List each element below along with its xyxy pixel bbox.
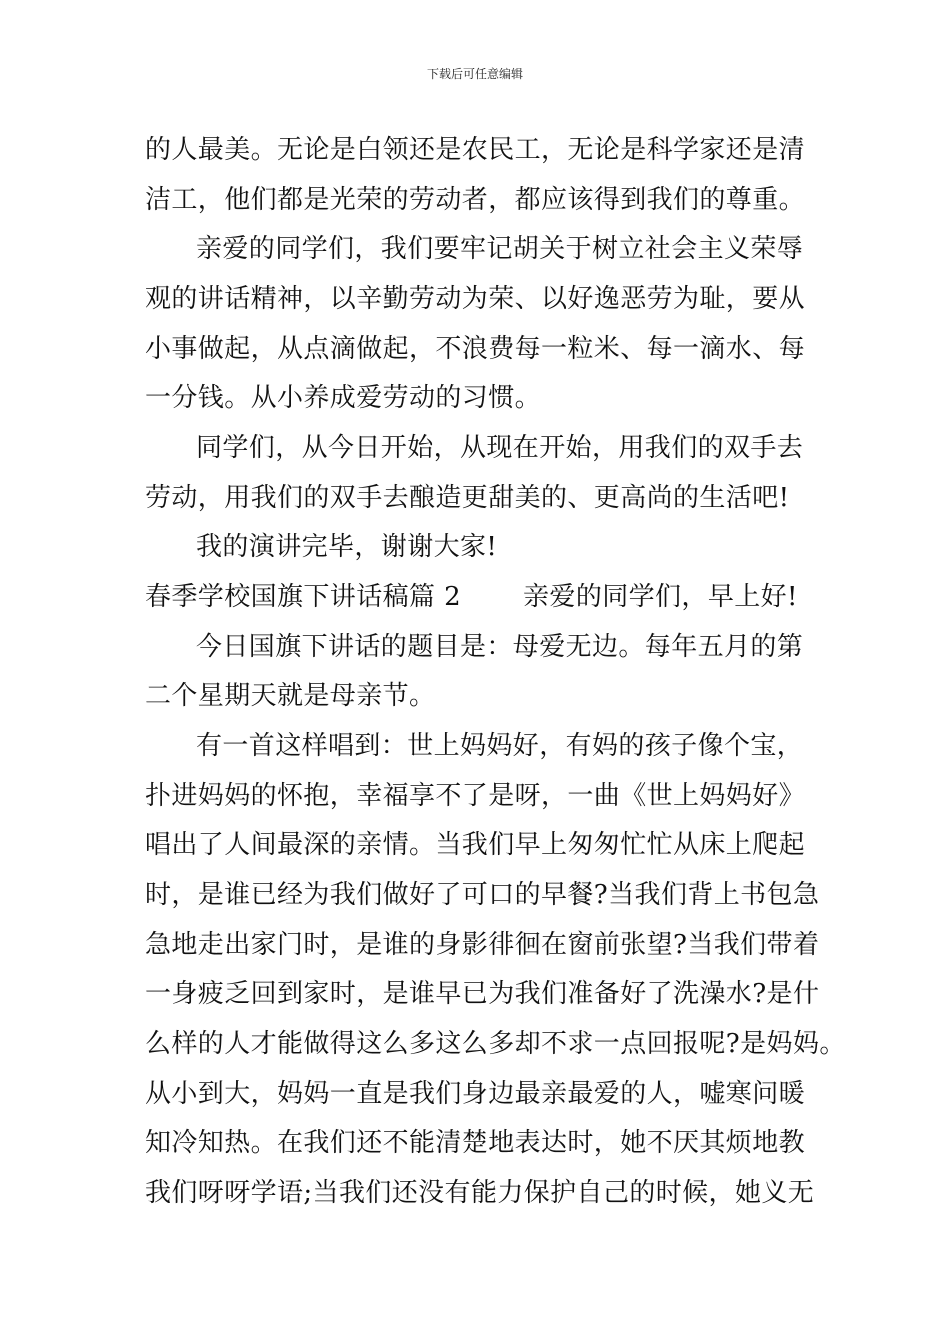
- paragraph-line: 洁工，他们都是光荣的劳动者，都应该得到我们的尊重。: [145, 185, 806, 215]
- closing-line: 我的演讲完毕，谢谢大家!: [196, 532, 498, 562]
- paragraph-line: 唱出了人间最深的亲情。当我们早上匆匆忙忙从床上爬起: [145, 830, 806, 860]
- paragraph-line: 小事做起，从点滴做起，不浪费每一粒米、每一滴水、每: [145, 334, 806, 364]
- paragraph-line: 的人最美。无论是白领还是农民工，无论是科学家还是清: [145, 135, 806, 165]
- section-heading-line: [145, 580, 798, 614]
- paragraph-line: 今日国旗下讲话的题目是：母爱无边。每年五月的第: [196, 632, 804, 662]
- paragraph-line: 亲爱的同学们，我们要牢记胡关于树立社会主义荣辱: [196, 234, 804, 264]
- page-header-note: 下载后可任意编辑: [426, 67, 523, 81]
- paragraph-line: 劳动，用我们的双手去酿造更甜美的、更高尚的生活吧!: [145, 483, 790, 513]
- paragraph-line: 时，是谁已经为我们做好了可口的早餐?当我们背上书包急: [145, 880, 820, 910]
- section-greeting: 亲爱的同学们，早上好!: [523, 582, 798, 612]
- paragraph-line: 知冷知热。在我们还不能清楚地表达时，她不厌其烦地教: [145, 1128, 806, 1158]
- paragraph-line: 急地走出家门时，是谁的身影徘徊在窗前张望?当我们带着: [145, 930, 820, 960]
- paragraph-line: 么样的人才能做得这么多这么多却不求一点回报呢?是妈妈。: [145, 1029, 846, 1059]
- paragraph-line: 二个星期天就是母亲节。: [145, 681, 436, 711]
- paragraph-line: 观的讲话精神，以辛勤劳动为荣、以好逸恶劳为耻，要从: [145, 284, 806, 314]
- paragraph-line: 我们呀呀学语;当我们还没有能力保护自己的时候，她义无: [145, 1178, 815, 1208]
- paragraph-line: 有一首这样唱到：世上妈妈好，有妈的孩子像个宝，: [196, 731, 804, 761]
- paragraph-line: 一身疲乏回到家时，是谁早已为我们准备好了洗澡水?是什: [145, 979, 820, 1009]
- paragraph-line: 同学们，从今日开始，从现在开始，用我们的双手去: [196, 433, 804, 463]
- section-title: 春季学校国旗下讲话稿篇 2: [145, 582, 462, 612]
- paragraph-line: 一分钱。从小养成爱劳动的习惯。: [145, 383, 542, 413]
- paragraph-line: 从小到大，妈妈一直是我们身边最亲最爱的人，嘘寒问暖: [145, 1079, 806, 1109]
- paragraph-line: 扑进妈妈的怀抱，幸福享不了是呀，一曲《世上妈妈好》: [145, 781, 806, 811]
